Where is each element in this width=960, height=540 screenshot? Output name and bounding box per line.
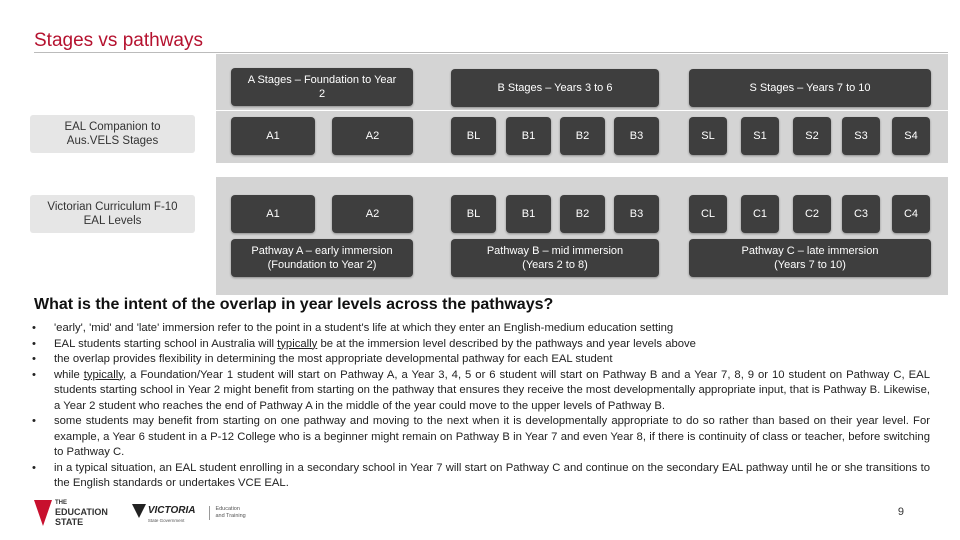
level-sl: SL [689,117,727,155]
slide-title: Stages vs pathways [34,30,203,51]
level-b2: B2 [560,195,605,233]
logo-text: EDUCATION [55,507,108,517]
pathway-a-years: (Foundation to Year 2) [267,259,377,271]
pathway-b-years: (Years 2 to 8) [522,259,588,271]
page-number: 9 [897,506,904,518]
stage-header-s [689,69,931,107]
level-s1: S1 [741,117,779,155]
stage-header-b-label: B Stages – Years 3 to 6 [497,82,613,94]
bullet-text: EAL students starting school in Australia will [54,337,278,350]
bullet-text: while [54,368,84,381]
pathway-c-title: Pathway C – late immersion [741,245,879,257]
bullet-text: 'early', 'mid' and 'late' immersion refer to the point in a student's life at which they enter an English-medium education setting [54,322,674,334]
level-b1: B1 [506,117,551,155]
stage-header-b [451,69,659,107]
pathway-a-title: Pathway A – early immersion [251,245,393,257]
logo-text: State Government [147,517,185,523]
department-logo [209,506,245,520]
bullet-icon: • [32,461,36,474]
list-item [30,321,930,337]
stage-header-a [231,68,413,106]
level-b3: B3 [614,117,659,155]
education-state-logo [34,499,108,527]
victoria-logo [132,504,196,523]
level-a2: A2 [332,117,413,155]
row-label-eal-companion [30,115,195,153]
stage-header-s-label: S Stages – Years 7 to 10 [749,82,871,94]
pathway-c-years: (Years 7 to 10) [774,259,846,271]
education-state-wordmark [55,499,108,527]
level-c4: C4 [892,195,930,233]
level-a1: A1 [231,117,315,155]
bullet-text: , a Foundation/Year 1 student will start on Pathway A, a Year 3, 4, 5 or 6 student will start on Pathway B and a Year 7, 8, 9 or 10 student on Pathway C, EAL students starting school in Year 2 might benefit from starting on the pathway that ensures they receive the most developmentally appropriate input, that is Pathway B. Likewise, a Year 2 student who reaches the end of Pathway A in the middle of the year could move to the upper levels of Pathway B. [54,368,930,412]
level-b3: B3 [614,195,659,233]
row-label-vc-levels [30,195,195,233]
logo-text: THE [55,500,67,506]
row-label-vc-levels-text: Victorian Curriculum F-10 EAL Levels [47,201,178,227]
pathway-b-title: Pathway B – mid immersion [486,245,624,257]
level-c3: C3 [842,195,880,233]
bullet-text: some students may benefit from starting on one pathway and moving to the next when it is developmentally appropriate to do so rather than based on their year level. For example, a Year 6 student in a P-12 College who is a beginner might remain on Pathway B in Year 7 and even Year 8, if there is continuity of class or teacher, before switching to Pathway C. [54,415,930,458]
logo-text: STATE [55,517,84,527]
list-item [30,368,930,415]
list-item [30,337,930,353]
level-b1: B1 [506,195,551,233]
bullet-icon: • [32,368,36,381]
bullet-icon: • [32,353,36,365]
level-s3: S3 [842,117,880,155]
bullet-emphasis: typically [83,368,124,381]
bullet-list [30,321,930,492]
list-item [30,414,930,461]
pathway-a [231,239,413,277]
bullet-text: in a typical situation, an EAL student enrolling in a secondary school in Year 7 will start on Pathway C and continue on the secondary EAL pathway until he or she transitions to the English standards or undertakes VCE EAL. [54,461,930,489]
list-item [30,352,930,368]
bullet-text: be at the immersion level described by the pathways and year levels above [317,337,696,350]
bullet-emphasis: typically [277,337,318,350]
level-b2: B2 [560,117,605,155]
education-state-mark-icon [34,500,52,526]
logo-text: Education [215,506,240,512]
level-s2: S2 [793,117,831,155]
level-a2: A2 [332,195,413,233]
level-a1: A1 [231,195,315,233]
level-bl: BL [451,195,496,233]
pathway-c [689,239,931,277]
level-cl: CL [689,195,727,233]
bullet-text: the overlap provides flexibility in determining the most appropriate developmental pathway for each EAL student [54,353,613,365]
row-label-eal-companion-text: EAL Companion to Aus.VELS Stages [64,121,161,147]
victoria-mark-icon [132,504,146,518]
question-heading: What is the intent of the overlap in year levels across the pathways? [34,296,554,313]
title-divider [34,52,948,53]
list-item [30,461,930,492]
bullet-icon: • [32,415,36,427]
pathway-b [451,239,659,277]
stage-header-a-label: A Stages – Foundation to Year 2 [247,74,397,100]
bullet-icon: • [32,322,36,334]
level-c1: C1 [741,195,779,233]
level-bl: BL [451,117,496,155]
logo-text: and Training [215,513,246,519]
level-s4: S4 [892,117,930,155]
level-c2: C2 [793,195,831,233]
footer-logos [34,498,246,528]
logo-text: VICTORIA [147,505,196,516]
bullet-icon: • [32,337,36,350]
